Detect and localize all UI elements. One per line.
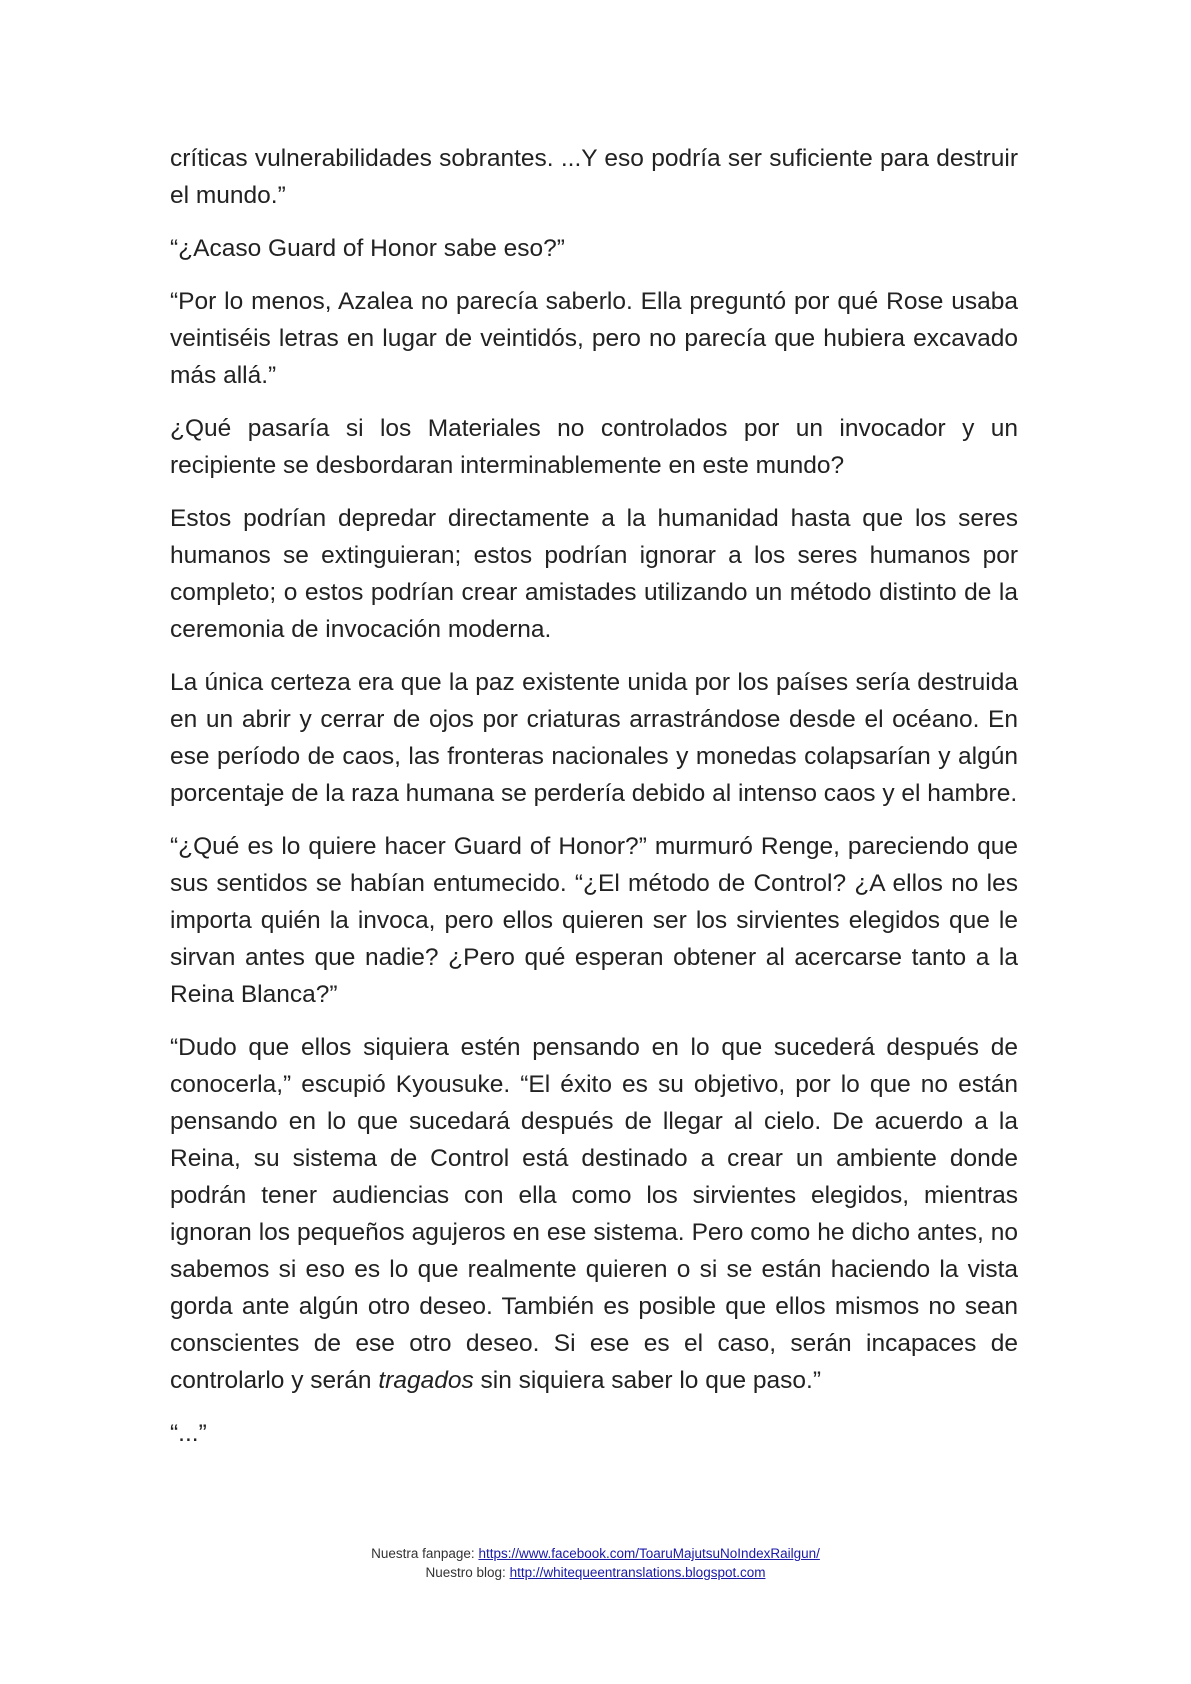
paragraph-text: sin siquiera saber lo que paso.”	[473, 1367, 822, 1394]
page-body	[170, 140, 1018, 1468]
paragraph-text: “Dudo que ellos siquiera estén pensando en lo que sucederá después de conocerla,” escupió Kyousuke. “El éxito es su objetivo, por lo que no están pensando en lo que sucedará después de llegar al cielo. De acuerdo a la Reina, su sistema de Control está destinado a crear un ambiente donde podrán tener audiencias con ella como los sirvientes elegidos, mientras ignoran los pequeños agujeros en ese sistema. Pero como he dicho antes, no sabemos si eso es lo que realmente quieren o si se están haciendo la vista gorda ante algún otro deseo. También es posible que ellos mismos no sean conscientes de ese otro deseo. Si ese es el caso, serán incapaces de controlarlo y serán	[170, 1034, 1018, 1394]
paragraph: “Por lo menos, Azalea no parecía saberlo. Ella preguntó por qué Rose usaba veintiséis letras en lugar de veintidós, pero no parecía que hubiera excavado más allá.”	[170, 288, 1018, 389]
paragraph: ¿Qué pasaría si los Materiales no controlados por un invocador y un recipiente se desbordaran interminablemente en este mundo?	[170, 415, 1018, 479]
paragraph	[170, 1029, 1018, 1399]
blog-link[interactable]: http://whitequeentranslations.blogspot.com	[509, 1565, 766, 1580]
blog-label: Nuestro blog:	[425, 1565, 510, 1580]
page-footer	[0, 1544, 1191, 1582]
paragraph: “¿Acaso Guard of Honor sabe eso?”	[170, 235, 565, 262]
fanpage-label: Nuestra fanpage:	[371, 1546, 479, 1561]
paragraph: críticas vulnerabilidades sobrantes. ...Y eso podría ser suficiente para destruir el mundo.”	[170, 145, 1018, 209]
paragraph: “¿Qué es lo quiere hacer Guard of Honor?” murmuró Renge, pareciendo que sus sentidos se habían entumecido. “¿El método de Control? ¿A ellos no les importa quién la invoca, pero ellos quieren ser los sirvientes elegidos que le sirvan antes que nadie? ¿Pero qué esperan obtener al acercarse tanto a la Reina Blanca?”	[170, 833, 1018, 1008]
italic-emphasis: tragados	[378, 1367, 474, 1394]
fanpage-line	[0, 1544, 1191, 1563]
fanpage-link[interactable]: https://www.facebook.com/ToaruMajutsuNoIndexRailgun/	[478, 1546, 820, 1561]
blog-line	[0, 1563, 1191, 1582]
ellipsis-line: “...”	[170, 1420, 207, 1447]
paragraph: Estos podrían depredar directamente a la humanidad hasta que los seres humanos se extinguieran; estos podrían ignorar a los seres humanos por completo; o estos podrían crear amistades utilizando un método distinto de la ceremonia de invocación moderna.	[170, 505, 1018, 643]
paragraph: La única certeza era que la paz existente unida por los países sería destruida en un abrir y cerrar de ojos por criaturas arrastrándose desde el océano. En ese período de caos, las fronteras nacionales y monedas colapsarían y algún porcentaje de la raza humana se perdería debido al intenso caos y el hambre.	[170, 669, 1018, 807]
